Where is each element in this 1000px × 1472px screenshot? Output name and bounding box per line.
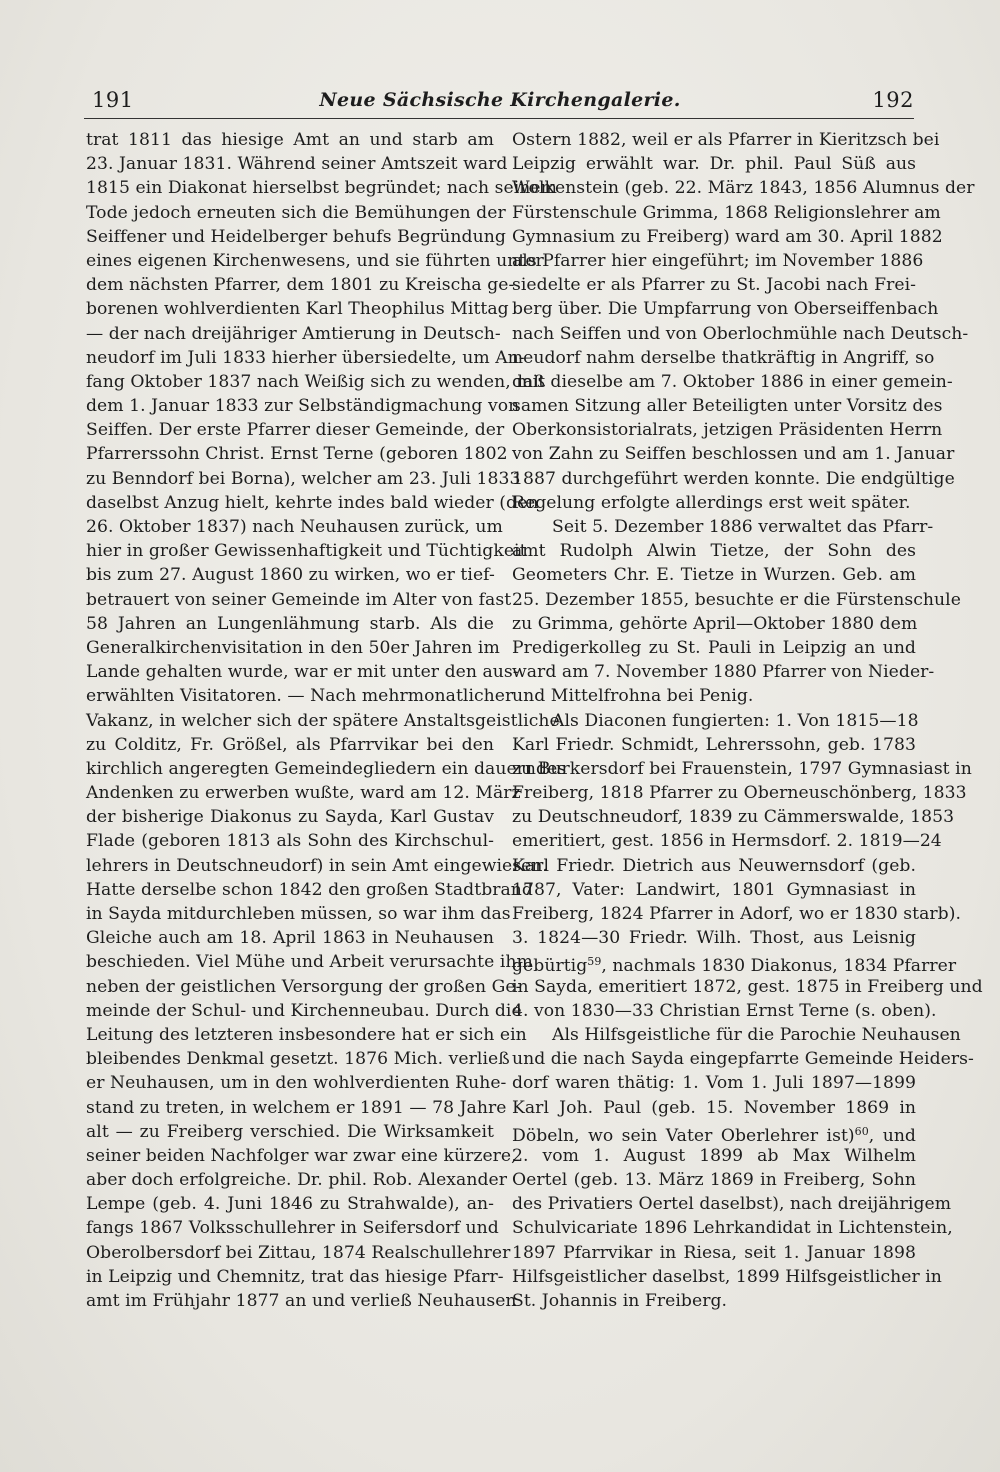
text-line: Lempe (geb. 4. Juni 1846 zu Strahwalde), an- bbox=[86, 1194, 494, 1215]
text-line: zu Burkersdorf bei Frauenstein, 1797 Gymnasiast in bbox=[512, 758, 972, 779]
text-line: 58 Jahren an Lungenlähmung starb. Als die bbox=[86, 613, 494, 634]
text-line: Als Diaconen fungierten: 1. Von 1815—18 bbox=[552, 710, 919, 731]
text-line: als Pfarrer hier eingeführt; im November 1886 bbox=[512, 250, 924, 271]
text-line: 4. von 1830—33 Christian Ernst Terne (s. oben). bbox=[512, 1000, 937, 1021]
text-line: emeritiert, gest. 1856 in Hermsdorf. 2. 1819—24 bbox=[512, 831, 942, 852]
text-line: Schulvicariate 1896 Lehrkandidat in Lichtenstein, bbox=[512, 1218, 953, 1239]
text-line: fangs 1867 Volksschullehrer in Seifersdorf und bbox=[86, 1218, 499, 1239]
text-line: bleibendes Denkmal gesetzt. 1876 Mich. verließ bbox=[86, 1049, 510, 1070]
footnote-ref: 59 bbox=[587, 955, 602, 969]
page-number-right: 192 bbox=[872, 88, 914, 112]
text-line: in Leipzig und Chemnitz, trat das hiesige Pfarr- bbox=[86, 1266, 504, 1287]
running-header bbox=[86, 88, 914, 118]
text-line: Seiffen. Der erste Pfarrer dieser Gemeinde, der bbox=[86, 420, 505, 441]
text-line: Oertel (geb. 13. März 1869 in Freiberg, Sohn bbox=[512, 1170, 916, 1191]
text-line: Karl Friedr. Dietrich aus Neuwernsdorf (geb. bbox=[512, 855, 916, 876]
text-line: in Sayda mitdurchleben müssen, so war ihm das bbox=[86, 904, 511, 924]
text-line: — der nach dreijähriger Amtierung in Deutsch- bbox=[86, 323, 501, 344]
text-line: daselbst Anzug hielt, kehrte indes bald wieder (den bbox=[86, 492, 539, 513]
text-line: Oberolbersdorf bei Zittau, 1874 Realschullehrer bbox=[86, 1242, 511, 1263]
text-line: Predigerkolleg zu St. Pauli in Leipzig an und bbox=[512, 637, 916, 658]
text-line: Generalkirchenvisitation in den 50er Jahren im bbox=[86, 637, 500, 658]
text-line: Flade (geboren 1813 als Sohn des Kirchschul- bbox=[86, 831, 494, 852]
text-line bbox=[512, 950, 957, 977]
text-line: zu Deutschneudorf, 1839 zu Cämmerswalde, 1853 bbox=[512, 807, 955, 828]
text-line: neben der geistlichen Versorgung der großen Ge- bbox=[86, 976, 522, 997]
page-number-left: 191 bbox=[92, 88, 134, 112]
text-line bbox=[512, 1120, 916, 1144]
text-line: ward am 7. November 1880 Pfarrer von Nieder- bbox=[512, 662, 935, 683]
text-segment: , und bbox=[868, 1125, 916, 1146]
text-line: Seit 5. Dezember 1886 verwaltet das Pfarr- bbox=[552, 517, 934, 537]
text-line: erwählten Visitatoren. — Nach mehrmonatlicher bbox=[86, 686, 514, 707]
text-line: beschieden. Viel Mühe und Arbeit verursachte ihm bbox=[86, 952, 533, 973]
text-line: der bisherige Diakonus zu Sayda, Karl Gustav bbox=[86, 807, 494, 828]
text-line: dem 1. Januar 1833 zur Selbständigmachung von bbox=[86, 396, 520, 417]
text-line: dorf waren thätig: 1. Vom 1. Juli 1897—1899 bbox=[512, 1073, 916, 1094]
text-line: daß dieselbe am 7. Oktober 1886 in einer gemein- bbox=[512, 371, 953, 392]
text-line: stand zu treten, in welchem er 1891 — 78 Jahre bbox=[86, 1097, 507, 1118]
text-line: trat 1811 das hiesige Amt an und starb am bbox=[86, 130, 494, 150]
text-segment: gebürtig bbox=[512, 956, 588, 977]
text-line: in Sayda, emeritiert 1872, gest. 1875 in Freiberg und bbox=[512, 976, 983, 997]
text-line: Leitung des letzteren insbesondere hat er sich ein bbox=[86, 1024, 527, 1045]
text-line: zu Benndorf bei Borna), welcher am 23. Juli 1833 bbox=[86, 468, 521, 489]
text-line: von Zahn zu Seiffen beschlossen und am 1. Januar bbox=[512, 444, 955, 465]
text-line: bis zum 27. August 1860 zu wirken, wo er tief- bbox=[86, 565, 495, 586]
text-line: samen Sitzung aller Beteiligten unter Vorsitz des bbox=[512, 396, 943, 417]
text-line: alt — zu Freiberg verschied. Die Wirksamkeit bbox=[86, 1121, 494, 1142]
text-line: fang Oktober 1837 nach Weißig sich zu wenden, mit bbox=[86, 371, 546, 392]
text-line: 26. Oktober 1837) nach Neuhausen zurück, um bbox=[86, 517, 503, 537]
text-line: Leipzig erwählt war. Dr. phil. Paul Süß aus bbox=[512, 154, 916, 175]
text-line: amt Rudolph Alwin Tietze, der Sohn des bbox=[512, 541, 916, 562]
text-line: berg über. Die Umpfarrung von Oberseiffenbach bbox=[512, 299, 939, 320]
text-line: seiner beiden Nachfolger war zwar eine kürzere, bbox=[86, 1145, 517, 1166]
text-line: Freiberg, 1818 Pfarrer zu Oberneuschönberg, 1833 bbox=[512, 783, 967, 804]
text-line: Regelung erfolgte allerdings erst weit später. bbox=[512, 492, 911, 513]
text-line: 1887 durchgeführt werden konnte. Die endgültige bbox=[512, 468, 955, 489]
text-line: Geometers Chr. E. Tietze in Wurzen. Geb. am bbox=[512, 565, 916, 586]
text-line: 23. Januar 1831. Während seiner Amtszeit ward bbox=[86, 154, 508, 175]
text-line: amt im Frühjahr 1877 an und verließ Neuhausen bbox=[86, 1291, 517, 1311]
text-line: Tode jedoch erneuten sich die Bemühungen der bbox=[86, 202, 506, 223]
header-rule bbox=[84, 118, 914, 119]
text-line: lehrers in Deutschneudorf) in sein Amt eingewiesen. bbox=[86, 855, 549, 876]
text-line: Gleiche auch am 18. April 1863 in Neuhausen bbox=[86, 928, 494, 949]
text-line: 25. Dezember 1855, besuchte er die Fürstenschule bbox=[512, 589, 961, 610]
text-line: 1787, Vater: Landwirt, 1801 Gymnasiast in bbox=[512, 879, 916, 900]
text-line: Karl Friedr. Schmidt, Lehrerssohn, geb. 1783 bbox=[512, 734, 916, 755]
text-line: Fürstenschule Grimma, 1868 Religionslehrer am bbox=[512, 202, 941, 223]
text-segment: , nachmals 1830 Diakonus, 1834 Pfarrer bbox=[601, 956, 957, 977]
text-line: hier in großer Gewissenhaftigkeit und Tüchtigkeit bbox=[86, 541, 527, 562]
text-line: meinde der Schul- und Kirchenneubau. Durch die bbox=[86, 1000, 522, 1021]
text-line: neudorf im Juli 1833 hierher übersiedelte, um An- bbox=[86, 347, 525, 368]
text-line: er Neuhausen, um in den wohlverdienten Ruhe- bbox=[86, 1073, 507, 1094]
text-line: borenen wohlverdienten Karl Theophilus Mittag bbox=[86, 299, 509, 320]
text-line: Andenken zu erwerben wußte, ward am 12. März bbox=[86, 783, 521, 804]
text-line: 2. vom 1. August 1899 ab Max Wilhelm bbox=[512, 1145, 916, 1166]
text-line: des Privatiers Oertel daselbst), nach dreijährigem bbox=[512, 1194, 952, 1215]
text-line: siedelte er als Pfarrer zu St. Jacobi nach Frei- bbox=[512, 275, 916, 296]
text-line: Vakanz, in welcher sich der spätere Anstaltsgeistliche bbox=[86, 710, 560, 731]
running-title: Neue Sächsische Kirchengalerie. bbox=[319, 89, 681, 111]
text-line: Lande gehalten wurde, war er mit unter den aus- bbox=[86, 662, 519, 683]
text-line: neudorf nahm derselbe thatkräftig in Angriff, so bbox=[512, 347, 935, 368]
text-line: St. Johannis in Freiberg. bbox=[512, 1291, 728, 1311]
text-line: zu Grimma, gehörte April—Oktober 1880 dem bbox=[512, 613, 918, 634]
text-line: 3. 1824—30 Friedr. Wilh. Thost, aus Leisnig bbox=[512, 928, 916, 949]
text-line: 1897 Pfarrvikar in Riesa, seit 1. Januar 1898 bbox=[512, 1242, 916, 1263]
footnote-ref: 60 bbox=[854, 1124, 869, 1138]
text-line: Pfarrerssohn Christ. Ernst Terne (geboren 1802 bbox=[86, 444, 508, 465]
text-line: Hilfsgeistlicher daselbst, 1899 Hilfsgeistlicher in bbox=[512, 1266, 942, 1287]
right-column bbox=[512, 128, 983, 1313]
text-line: kirchlich angeregten Gemeindegliedern ein dauerndes bbox=[86, 758, 567, 779]
text-segment: Döbeln, wo sein Vater Oberlehrer ist) bbox=[512, 1125, 855, 1146]
text-line: Wolkenstein (geb. 22. März 1843, 1856 Alumnus der bbox=[512, 178, 975, 199]
text-line: Seiffener und Heidelberger behufs Begründung bbox=[86, 226, 506, 247]
text-line: Hatte derselbe schon 1842 den großen Stadtbrand bbox=[86, 879, 533, 900]
text-line: Ostern 1882, weil er als Pfarrer in Kieritzsch bei bbox=[512, 130, 940, 150]
text-line: dem nächsten Pfarrer, dem 1801 zu Kreischa ge- bbox=[86, 275, 515, 296]
text-line: Oberkonsistorialrats, jetzigen Präsidenten Herrn bbox=[512, 420, 943, 441]
text-line: zu Colditz, Fr. Größel, als Pfarrvikar bei den bbox=[86, 734, 494, 755]
text-line: eines eigenen Kirchenwesens, und sie führten unter bbox=[86, 250, 544, 271]
text-line: betrauert von seiner Gemeinde im Alter von fast bbox=[86, 589, 512, 610]
text-line: aber doch erfolgreiche. Dr. phil. Rob. Alexander bbox=[86, 1170, 508, 1191]
text-line: nach Seiffen und von Oberlochmühle nach Deutsch- bbox=[512, 323, 969, 344]
text-line: Gymnasium zu Freiberg) ward am 30. April 1882 bbox=[512, 226, 943, 247]
text-line: und Mittelfrohna bei Penig. bbox=[512, 686, 754, 707]
text-line: Freiberg, 1824 Pfarrer in Adorf, wo er 1830 starb). bbox=[512, 904, 961, 924]
text-line: und die nach Sayda eingepfarrte Gemeinde Heiders- bbox=[512, 1049, 974, 1070]
text-line: 1815 ein Diakonat hierselbst begründet; nach seinem bbox=[86, 178, 557, 199]
text-line: Als Hilfsgeistliche für die Parochie Neuhausen bbox=[552, 1024, 961, 1045]
text-line: Karl Joh. Paul (geb. 15. November 1869 in bbox=[512, 1097, 916, 1118]
